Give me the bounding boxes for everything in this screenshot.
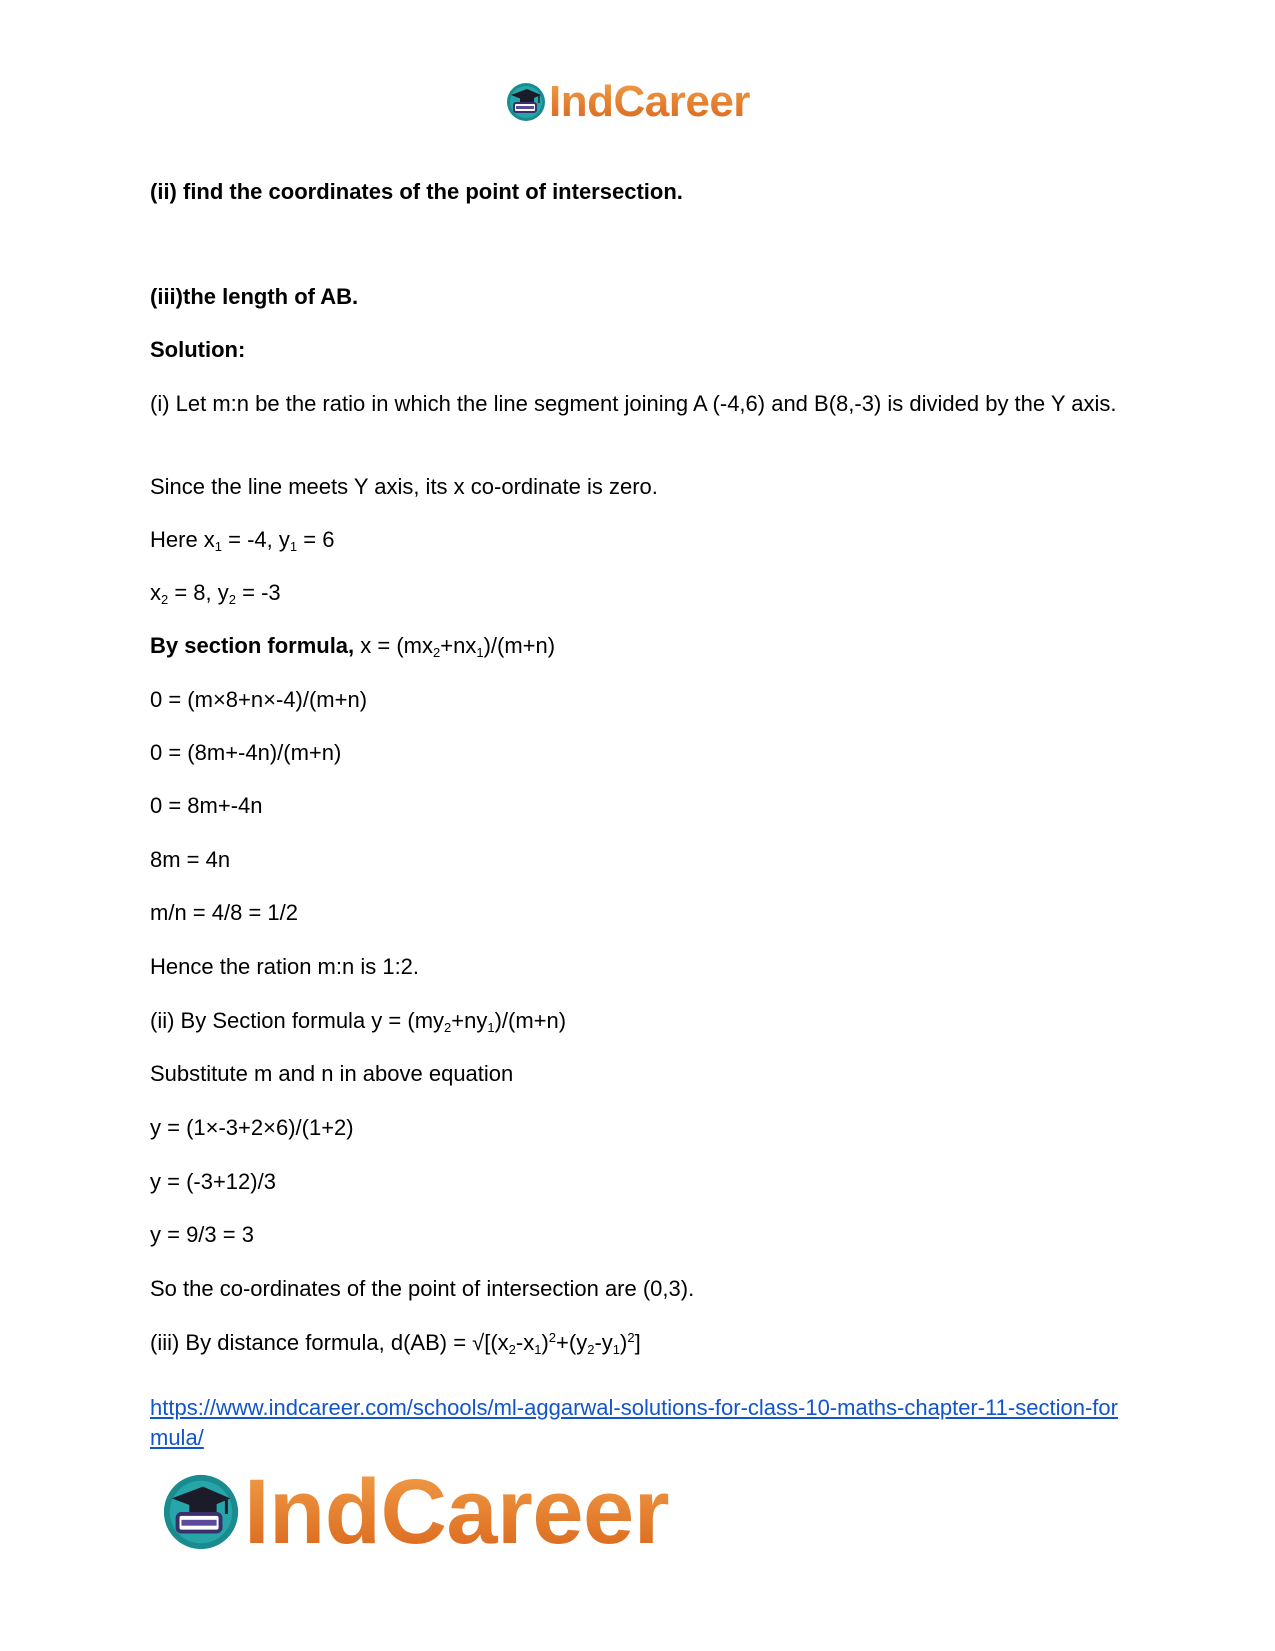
section-formula-label: By section formula,: [150, 633, 355, 658]
solution-line-9: 8m = 4n: [150, 847, 231, 872]
indcareer-logo-top: [505, 78, 750, 126]
source-link[interactable]: https://www.indcareer.com/schools/ml-aggarwal-solutions-for-class-10-maths-chapter-11-section-formula/: [150, 1395, 1118, 1450]
section-formula-x: By section formula, $x = (mx_2+nx_1)/(m+n)$: [150, 633, 556, 660]
solution-line-16: y = 9/3 = 3: [150, 1222, 254, 1247]
solution-line-14: y = (1×-3+2×6)/(1+2): [150, 1115, 354, 1140]
logo-text: IndCareer: [549, 77, 750, 126]
solution-heading: Solution:: [150, 337, 246, 362]
solution-line-15: y = (-3+12)/3: [150, 1169, 276, 1194]
distance-formula: (iii) By distance formula, $d(AB) = √[(x_2-x_1)^2+(y_2-y_1)^2]$: [150, 1330, 641, 1357]
solution-line-1: (i) Let m:n be the ratio in which the line segment joining A (-4,6) and B(8,-3) is divided by the Y axis.: [150, 391, 1117, 416]
question-iii: (iii)the length of AB.: [150, 284, 359, 309]
solution-line-10: m/n = 4/8 = 1/2: [150, 900, 298, 925]
solution-line-11: Hence the ration m:n is 1:2.: [150, 954, 420, 979]
graduation-cap-book-icon: [160, 1471, 242, 1553]
coordinates-b: $x_2 = 8$, $y_2 = -3$: [150, 580, 281, 607]
logo-text: IndCareer: [244, 1461, 669, 1563]
solution-line-2: Since the line meets Y axis, its x co-ordinate is zero.: [150, 474, 658, 499]
indcareer-logo-bottom: [160, 1462, 669, 1562]
solution-line-17: So the co-ordinates of the point of intersection are (0,3).: [150, 1276, 695, 1301]
solution-line-13: Substitute m and n in above equation: [150, 1061, 514, 1086]
solution-line-7: 0 = (8m+-4n)/(m+n): [150, 740, 342, 765]
solution-line-6: 0 = (m×8+n×-4)/(m+n): [150, 687, 368, 712]
question-ii: (ii) find the coordinates of the point of intersection.: [150, 179, 683, 204]
solution-line-8: 0 = 8m+-4n: [150, 793, 263, 818]
coordinates-a: Here $x_1 = -4$, $y_1 = 6$: [150, 527, 335, 554]
graduation-cap-book-icon: [505, 81, 547, 123]
section-formula-y: (ii) By Section formula $y = (my_2+ny_1)/(m+n)$: [150, 1008, 567, 1035]
